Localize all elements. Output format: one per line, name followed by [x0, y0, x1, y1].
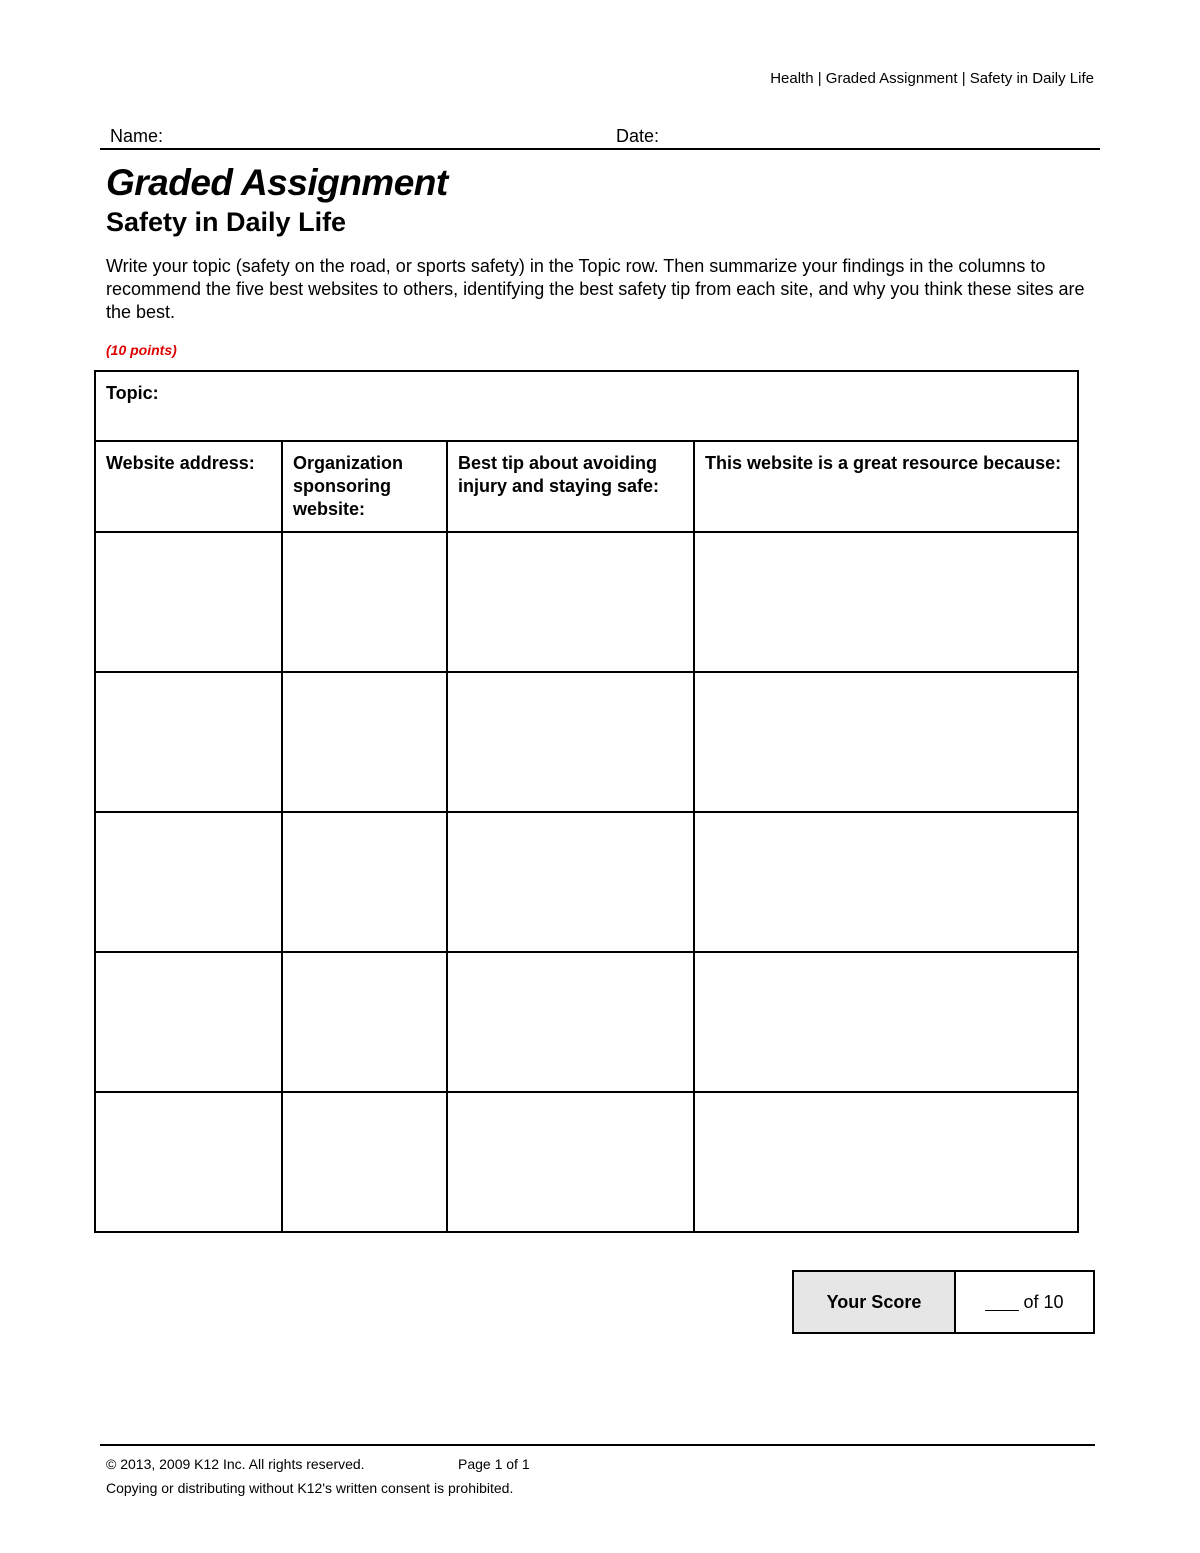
table-row	[95, 532, 1078, 672]
organization-cell[interactable]	[282, 1092, 447, 1232]
best-tip-cell[interactable]	[447, 532, 694, 672]
column-header-resource-reason: This website is a great resource because:	[694, 441, 1078, 532]
name-date-row	[100, 126, 1100, 150]
topic-row	[95, 371, 1078, 441]
organization-cell[interactable]	[282, 532, 447, 672]
page-subtitle: Safety in Daily Life	[106, 207, 347, 237]
score-blank[interactable]	[985, 1294, 1019, 1311]
table-row	[95, 952, 1078, 1092]
best-tip-cell[interactable]	[447, 952, 694, 1092]
footer-divider	[100, 1444, 1095, 1446]
table-row	[95, 1092, 1078, 1232]
footer-copyright: © 2013, 2009 K12 Inc. All rights reserved.	[106, 1456, 365, 1472]
website-cell[interactable]	[95, 672, 282, 812]
column-header-website: Website address:	[95, 441, 282, 532]
page-title: Graded Assignment	[106, 162, 448, 203]
table-row	[95, 812, 1078, 952]
points-label: (10 points)	[106, 342, 177, 358]
name-label: Name:	[110, 126, 164, 146]
best-tip-cell[interactable]	[447, 1092, 694, 1232]
website-cell[interactable]	[95, 532, 282, 672]
table-header-row	[95, 441, 1078, 532]
date-label: Date:	[616, 126, 660, 146]
footer-page-number: Page 1 of 1	[458, 1456, 530, 1472]
organization-cell[interactable]	[282, 812, 447, 952]
score-of-text: of 10	[1023, 1291, 1064, 1312]
resource-reason-cell[interactable]	[694, 1092, 1078, 1232]
website-cell[interactable]	[95, 812, 282, 952]
website-cell[interactable]	[95, 952, 282, 1092]
website-cell[interactable]	[95, 1092, 282, 1232]
resource-reason-cell[interactable]	[694, 812, 1078, 952]
resource-reason-cell[interactable]	[694, 672, 1078, 812]
resource-reason-cell[interactable]	[694, 532, 1078, 672]
running-header: Health | Graded Assignment | Safety in Daily Life	[770, 70, 1094, 87]
best-tip-cell[interactable]	[447, 812, 694, 952]
assignment-table	[94, 370, 1079, 1233]
table-row	[95, 672, 1078, 812]
topic-label: Topic:	[106, 383, 159, 403]
score-value[interactable]	[956, 1272, 1093, 1332]
instructions: Write your topic (safety on the road, or sports safety) in the Topic row. Then summarize your findings in the columns to recommend the five best websites to others, identifying the best safety tip from each site, and why you think these sites are the best.	[106, 256, 1085, 322]
score-label: Your Score	[794, 1272, 956, 1332]
score-box	[792, 1270, 1095, 1334]
organization-cell[interactable]	[282, 952, 447, 1092]
topic-cell[interactable]	[95, 371, 1078, 441]
footer-notice: Copying or distributing without K12's written consent is prohibited.	[106, 1480, 514, 1496]
column-header-best-tip: Best tip about avoiding injury and staying safe:	[447, 441, 694, 532]
column-header-organization: Organization sponsoring website:	[282, 441, 447, 532]
best-tip-cell[interactable]	[447, 672, 694, 812]
resource-reason-cell[interactable]	[694, 952, 1078, 1092]
organization-cell[interactable]	[282, 672, 447, 812]
